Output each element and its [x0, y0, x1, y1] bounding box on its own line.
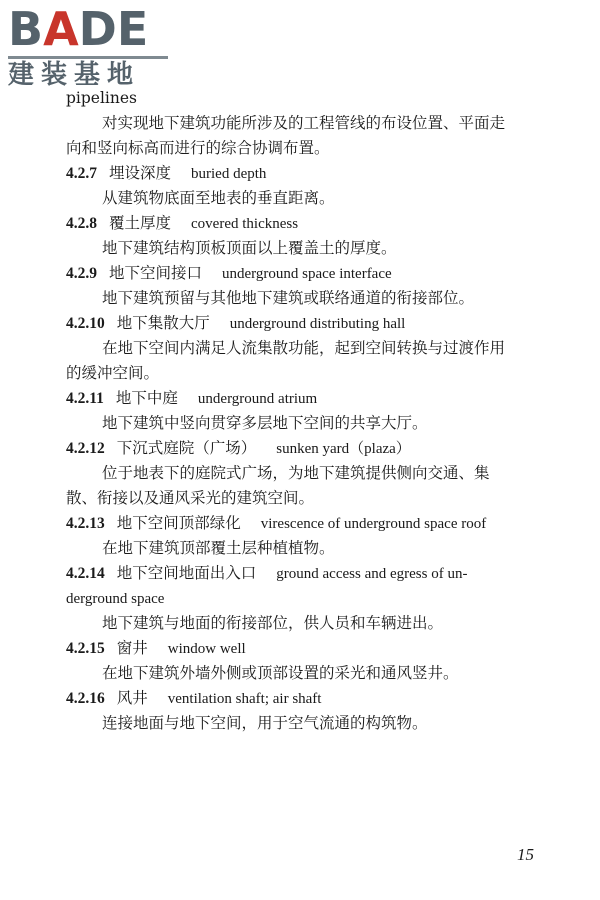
term-chinese: 下沉式庭院（广场） — [116, 439, 257, 457]
term-english: covered thickness — [191, 216, 299, 232]
term-chinese: 覆土厚度 — [109, 214, 172, 232]
term-english: underground space interface — [222, 266, 392, 282]
continuation-line: 对实现地下建筑功能所涉及的工程管线的布设位置、平面走 — [102, 114, 506, 132]
term-heading — [66, 311, 552, 336]
continuation-term: pipelines — [66, 89, 137, 107]
term-definition: 地下建筑结构顶板顶面以上覆盖土的厚度。 — [102, 239, 397, 257]
term-heading — [66, 686, 552, 711]
term-heading — [66, 161, 552, 186]
term-definition: 连接地面与地下空间，用于空气流通的构筑物。 — [102, 714, 428, 732]
logo-chinese-name: 建装基地 — [8, 60, 141, 90]
term-definition: 地下建筑预留与其他地下建筑或联络通道的衔接部位。 — [102, 289, 475, 307]
term-definition: 地下建筑中竖向贯穿多层地下空间的共享大厅。 — [102, 414, 428, 432]
term-definition: 在地下建筑顶部覆土层种植植物。 — [102, 539, 335, 557]
term-english: buried depth — [191, 166, 267, 182]
term-number: 4.2.8 — [66, 215, 97, 232]
term-number: 4.2.10 — [66, 315, 105, 332]
document-body — [66, 86, 552, 736]
term-english: derground space — [66, 591, 165, 607]
term-definition: 散、衔接以及通风采光的建筑空间。 — [66, 489, 315, 507]
term-english: underground atrium — [197, 391, 318, 407]
term-number: 4.2.14 — [66, 565, 105, 582]
term-definition: 在地下建筑外墙外侧或顶部设置的采光和通风竖井。 — [102, 664, 459, 682]
term-heading — [66, 211, 552, 236]
continuation-line: 向和竖向标高而进行的综合协调布置。 — [66, 139, 330, 157]
term-number: 4.2.15 — [66, 640, 105, 657]
term-definition: 位于地表下的庭院式广场，为地下建筑提供侧向交通、集 — [102, 464, 490, 482]
term-chinese: 窗井 — [116, 639, 148, 657]
logo-letters-de: DE — [78, 2, 149, 56]
term-number: 4.2.13 — [66, 515, 105, 532]
term-heading — [66, 436, 552, 461]
term-english: sunken yard（plaza） — [276, 441, 411, 457]
term-english: window well — [167, 641, 246, 657]
term-chinese: 地下中庭 — [115, 389, 178, 407]
term-chinese: 地下空间接口 — [109, 264, 203, 282]
term-english-continuation — [66, 586, 552, 611]
term-chinese: 地下集散大厅 — [116, 314, 210, 332]
bade-logo — [8, 4, 176, 91]
term-chinese: 地下空间顶部绿化 — [116, 514, 241, 532]
term-number: 4.2.7 — [66, 165, 97, 182]
term-english: virescence of underground space roof — [260, 516, 487, 532]
page-number: 15 — [517, 845, 534, 864]
term-number: 4.2.12 — [66, 440, 105, 457]
term-definition: 在地下空间内满足人流集散功能，起到空间转换与过渡作用 — [102, 339, 506, 357]
term-heading — [66, 511, 552, 536]
logo-wordmark — [8, 4, 176, 54]
term-list — [66, 161, 552, 736]
term-chinese: 埋设深度 — [109, 164, 172, 182]
term-number: 4.2.11 — [66, 390, 104, 407]
logo-letter-a: A — [43, 2, 79, 56]
term-heading — [66, 261, 552, 286]
term-definition: 从建筑物底面至地表的垂直距离。 — [102, 189, 335, 207]
term-definition: 地下建筑与地面的衔接部位，供人员和车辆进出。 — [102, 614, 444, 632]
term-english: ventilation shaft; air shaft — [167, 691, 322, 707]
term-heading — [66, 561, 552, 586]
term-english: underground distributing hall — [229, 316, 406, 332]
term-chinese: 地下空间地面出入口 — [116, 564, 257, 582]
term-definition: 的缓冲空间。 — [66, 364, 160, 382]
term-english: ground access and egress of un- — [276, 566, 468, 582]
term-chinese: 风井 — [116, 689, 148, 707]
term-heading — [66, 636, 552, 661]
term-number: 4.2.16 — [66, 690, 105, 707]
logo-letter-b: B — [8, 2, 44, 56]
term-number: 4.2.9 — [66, 265, 97, 282]
term-heading — [66, 386, 552, 411]
